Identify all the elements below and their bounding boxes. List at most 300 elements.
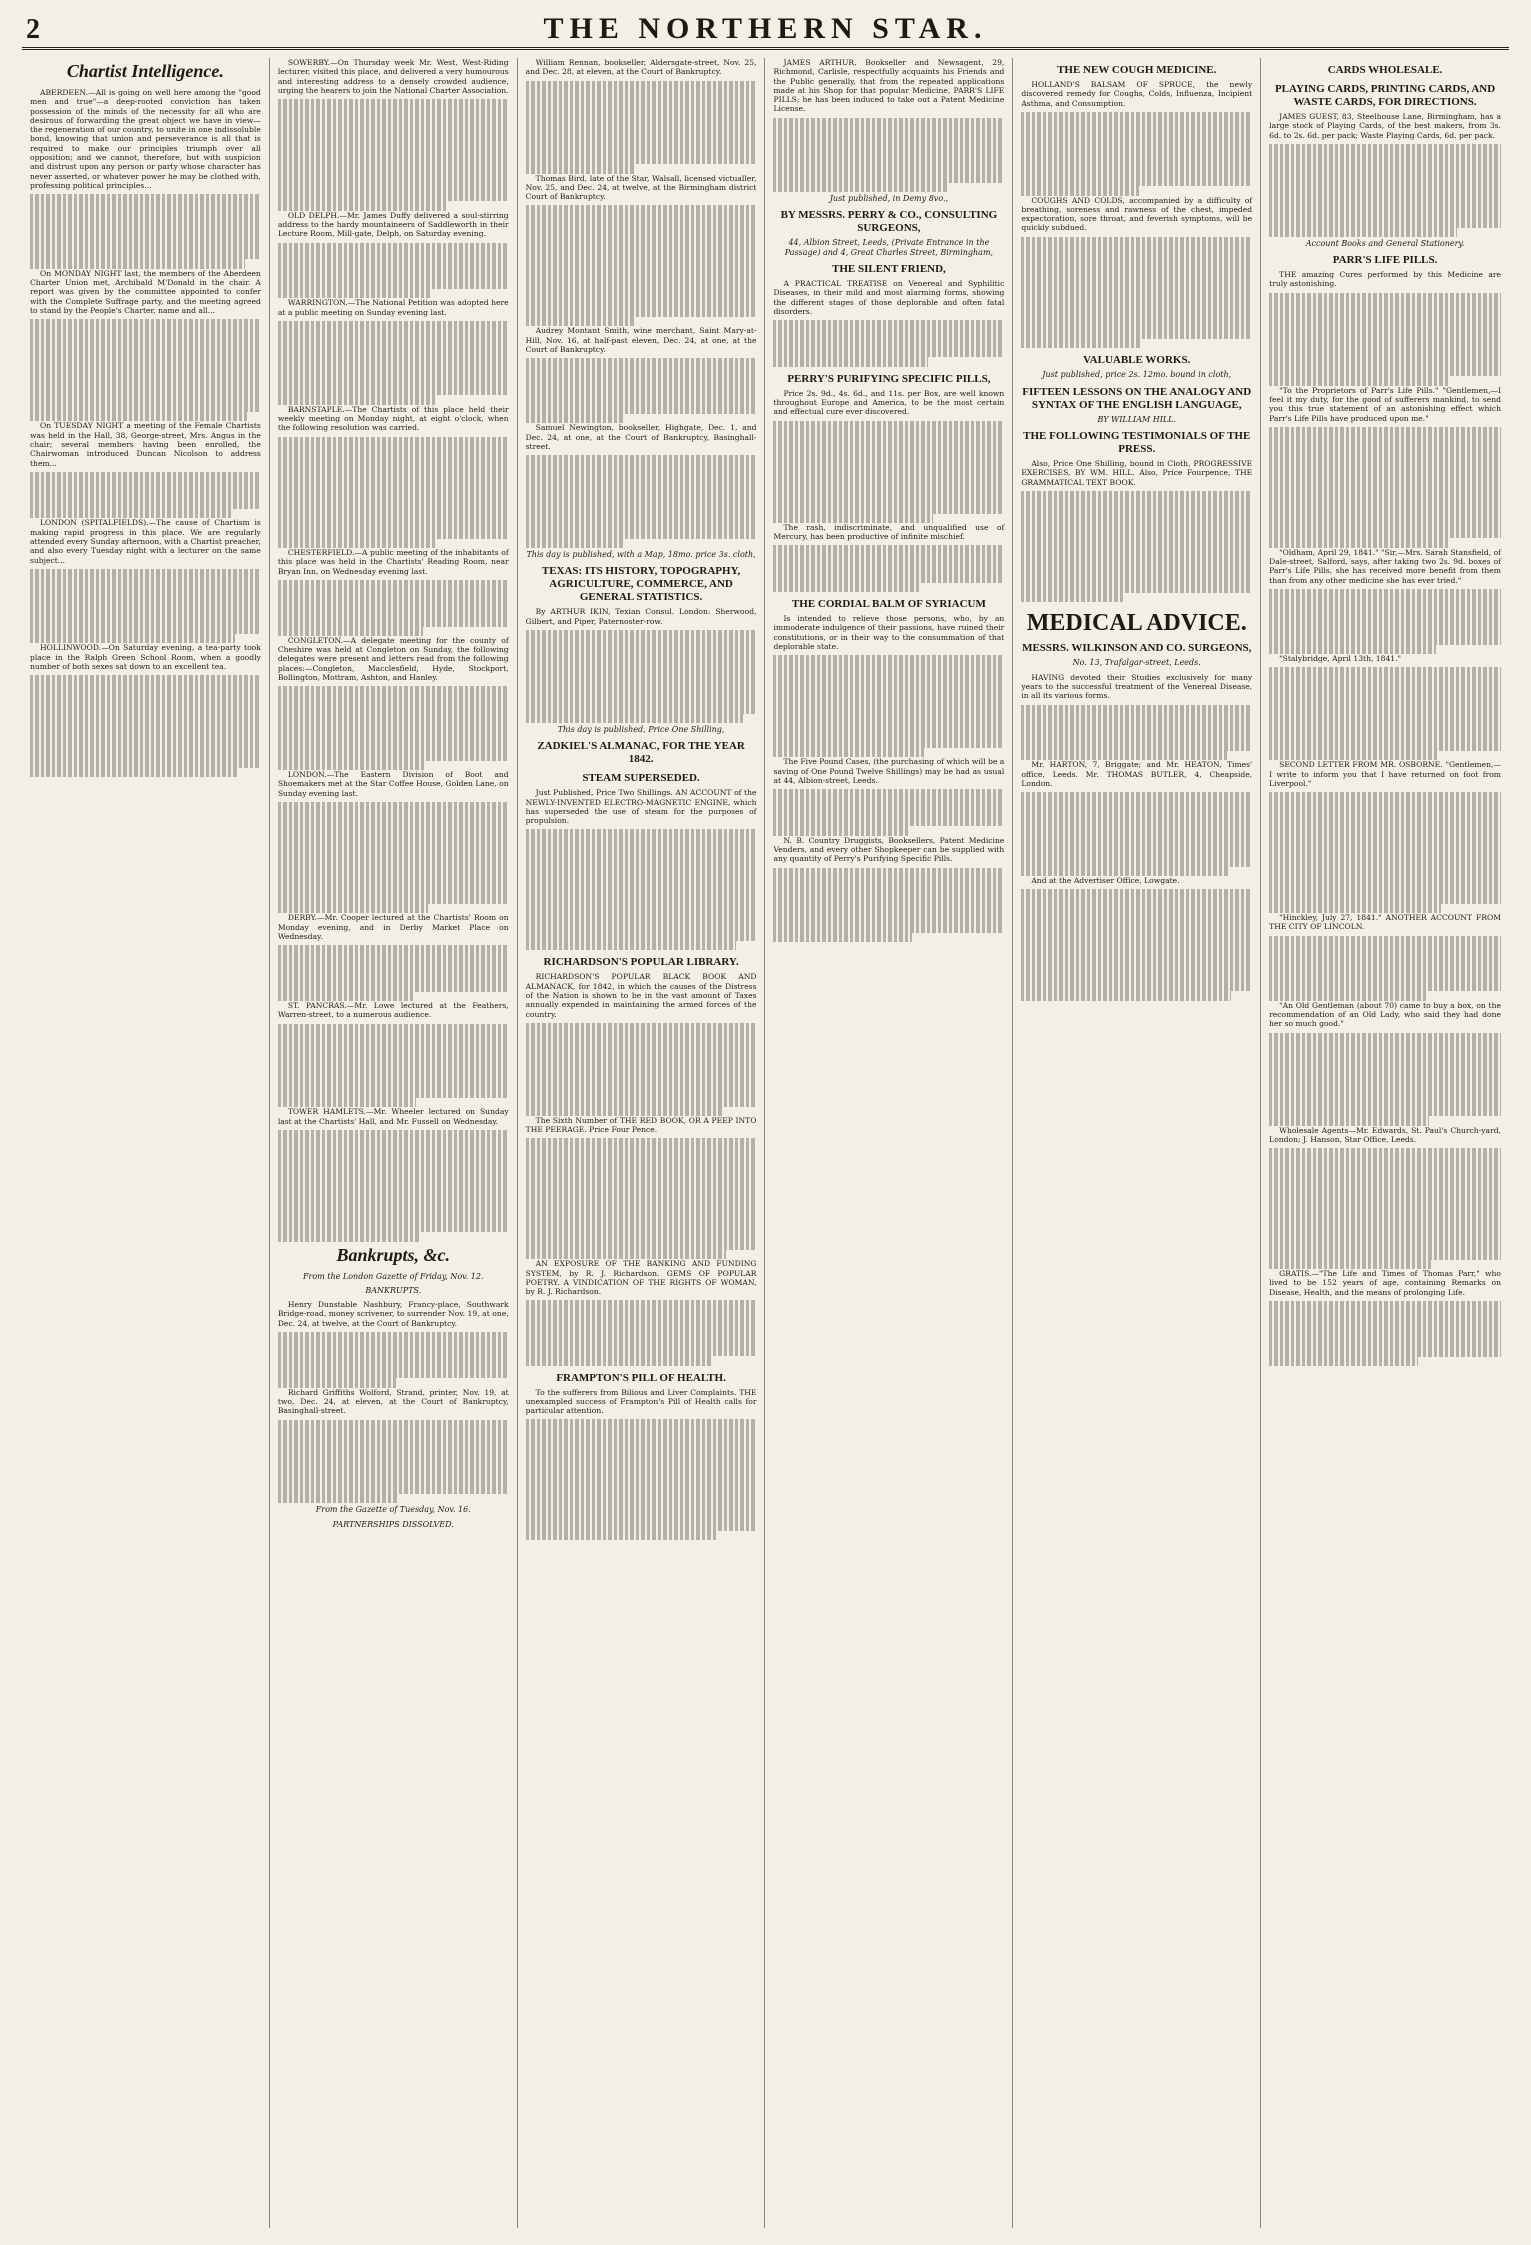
print-line xyxy=(526,1222,757,1231)
print-line xyxy=(1021,339,1141,348)
print-line xyxy=(526,492,757,501)
print-line xyxy=(1269,436,1501,445)
print-line xyxy=(1269,321,1501,330)
centered-line: PARTNERSHIPS DISSOLVED. xyxy=(332,1519,454,1529)
print-line xyxy=(1269,1148,1501,1157)
print-line xyxy=(30,338,261,347)
column-5 xyxy=(1013,58,1261,2228)
print-line xyxy=(1269,801,1501,810)
print-line xyxy=(526,1060,757,1069)
print-line xyxy=(1269,455,1501,464)
print-line xyxy=(278,992,414,1001)
print-line xyxy=(773,421,1004,430)
print-line xyxy=(1021,302,1252,311)
print-line xyxy=(526,686,757,695)
print-line xyxy=(1269,904,1441,913)
newspaper-title: THE NORTHERN STAR. xyxy=(543,11,988,45)
print-line xyxy=(278,1232,419,1241)
print-line xyxy=(30,481,261,490)
print-line xyxy=(773,905,1004,914)
print-line xyxy=(526,1051,757,1060)
print-line xyxy=(773,748,923,757)
print-line xyxy=(1269,677,1501,686)
article-paragraph: N. B. Country Druggists, Booksellers, Patent Medicine Venders, and every other Shopkeeper can be supplied with any quantity of Perry's Purifying Specific Pills. xyxy=(773,835,1005,864)
advert-heading: FIFTEEN LESSONS ON THE ANALOGY AND SYNTAX OF THE ENGLISH LANGUAGE, xyxy=(1022,385,1252,411)
article-paragraph: "Hinckley, July 27, 1841." ANOTHER ACCOUNT FROM THE CITY OF LINCOLN. xyxy=(1269,913,1501,932)
article-paragraph: JAMES ARTHUR, Bookseller and Newsagent, 29, Richmond, Carlisle, respectfully acquaints his Friends and the Public generally, that from the repeated applications made at his Shop for that popular Medicine, PARR'S LIFE PILLS; he has been induced to take out a Patent Medicine License. xyxy=(773,58,1005,114)
article-paragraph: Richard Griffiths Wolford, Strand, printer, Nov. 19, at two, Dec. 24, at eleven, at the Court of Bankruptcy, Basinghall-street. xyxy=(277,1387,509,1416)
print-line xyxy=(773,136,1004,145)
print-line xyxy=(773,808,1004,817)
print-line xyxy=(526,904,757,913)
print-line xyxy=(526,127,757,136)
print-line xyxy=(526,386,757,395)
advert-heading: VALUABLE WORKS. xyxy=(1083,354,1191,367)
print-line xyxy=(1021,121,1252,130)
print-line xyxy=(1021,811,1252,820)
print-line xyxy=(526,1328,757,1337)
print-line xyxy=(773,486,1004,495)
print-line xyxy=(526,1138,757,1147)
print-line xyxy=(1269,695,1501,704)
print-line xyxy=(526,99,757,108)
print-line xyxy=(773,692,1004,701)
print-line xyxy=(1021,320,1252,329)
print-line xyxy=(1269,820,1501,829)
article-paragraph: On MONDAY NIGHT last, the members of the Aberdeen Charter Union met, Archibald M'Donald in the chair. A report was given by the committee appointed to confer with the Complete Suffrage party, and the meeting agreed to stand by the People's Charter, name and all... xyxy=(30,268,261,315)
print-line xyxy=(30,768,238,777)
print-line xyxy=(1021,584,1252,593)
print-line xyxy=(278,1429,509,1438)
article-paragraph: The Five Pound Cases, (the purchasing of which will be a saving of One Pound Twelve Shillings) may be had as usual at 44, Albion-street, Leeds. xyxy=(773,757,1005,785)
article-paragraph: Just Published, Price Two Shillings. AN ACCOUNT of the NEWLY-INVENTED ELECTRO-MAGNETIC ENGINE, which has superseded the use of steam for the purposes of propulsion. xyxy=(525,788,757,826)
print-line xyxy=(278,1079,509,1088)
print-line xyxy=(278,867,509,876)
print-line xyxy=(773,730,1004,739)
print-line xyxy=(773,545,1004,554)
print-line xyxy=(1269,589,1501,598)
print-line xyxy=(1269,228,1457,237)
print-line xyxy=(278,820,509,829)
print-line xyxy=(526,1512,757,1521)
print-line xyxy=(278,321,509,330)
print-line xyxy=(278,192,509,201)
print-line xyxy=(773,877,1004,886)
print-line xyxy=(1269,427,1501,436)
print-line xyxy=(278,580,509,589)
print-line xyxy=(1021,982,1252,991)
advert-heading: THE CORDIAL BALM OF SYRIACUM xyxy=(791,597,986,610)
print-line xyxy=(1269,538,1450,547)
print-line xyxy=(773,683,1004,692)
print-line xyxy=(526,395,757,404)
print-line xyxy=(526,1300,757,1309)
print-line xyxy=(1021,898,1252,907)
print-line xyxy=(526,658,757,667)
print-line xyxy=(773,155,1004,164)
print-line xyxy=(773,711,1004,720)
print-line xyxy=(278,876,509,885)
print-line xyxy=(1021,556,1252,565)
print-line xyxy=(526,289,757,298)
print-line xyxy=(278,1195,509,1204)
print-line xyxy=(30,587,261,596)
print-line xyxy=(526,1194,757,1203)
print-line xyxy=(1021,140,1252,149)
print-line xyxy=(278,1024,509,1033)
column-1 xyxy=(22,58,270,2228)
print-line xyxy=(1021,491,1252,500)
print-line xyxy=(278,802,509,811)
advert-heading: BY MESSRS. PERRY & CO., CONSULTING SURGEONS, xyxy=(780,209,998,235)
print-line xyxy=(1021,519,1252,528)
print-line xyxy=(526,155,757,164)
article-paragraph: COUGHS AND COLDS, accompanied by a difficulty of breathing, soreness and rawness of the chest, impeded expectoration, sore throat, and feverish symptoms, will be quickly subdued. xyxy=(1021,195,1253,233)
article-paragraph: SECOND LETTER FROM MR. OSBORNE. "Gentlemen,—I write to inform you that I have returned on foot from Liverpool." xyxy=(1269,760,1501,788)
print-line xyxy=(278,1369,509,1378)
print-line xyxy=(1021,829,1252,838)
print-line xyxy=(278,858,509,867)
print-line xyxy=(526,81,757,90)
print-line xyxy=(773,330,1004,339)
print-line xyxy=(1269,1167,1501,1176)
print-line xyxy=(278,1214,509,1223)
print-line xyxy=(526,483,757,492)
print-line xyxy=(278,1149,509,1158)
print-line xyxy=(30,250,261,259)
print-line xyxy=(1269,302,1501,311)
print-line xyxy=(1269,667,1501,676)
print-line xyxy=(278,1448,509,1457)
print-line xyxy=(526,205,757,214)
print-line xyxy=(526,639,757,648)
print-line xyxy=(1269,1033,1501,1042)
print-line xyxy=(1021,177,1252,186)
print-line xyxy=(526,1494,757,1503)
print-line xyxy=(1269,1347,1501,1356)
print-line xyxy=(1021,714,1252,723)
print-line xyxy=(773,923,1004,932)
print-line xyxy=(1269,723,1501,732)
print-line xyxy=(1021,936,1252,945)
print-line xyxy=(526,1213,757,1222)
print-line xyxy=(1269,1079,1501,1088)
print-line xyxy=(526,857,757,866)
print-line xyxy=(1021,528,1252,537)
print-line xyxy=(278,1139,509,1148)
print-line xyxy=(278,1061,509,1070)
print-line xyxy=(526,677,757,686)
print-line xyxy=(773,826,909,835)
print-line xyxy=(30,740,261,749)
print-line xyxy=(30,625,261,634)
print-line xyxy=(1021,889,1252,898)
advert-heading: THE SILENT FRIEND, xyxy=(832,263,946,276)
print-line xyxy=(1269,376,1448,385)
column-6 xyxy=(1261,58,1509,2228)
article-paragraph: TOWER HAMLETS.—Mr. Wheeler lectured on Sunday last at the Chartists' Hall, and Mr. Fussell on Wednesday. xyxy=(277,1107,509,1126)
print-line xyxy=(30,412,247,421)
print-line xyxy=(1269,792,1501,801)
print-line xyxy=(526,932,757,941)
article-paragraph: THE amazing Cures performed by this Medicine are truly astonishing. xyxy=(1269,270,1501,289)
print-line xyxy=(1269,885,1501,894)
article-paragraph: HAVING devoted their Studies exclusively for many years to the successful treatment of the Venereal Disease, in all its various forms. xyxy=(1021,672,1253,701)
centered-line: BY WILLIAM HILL. xyxy=(1097,414,1177,424)
print-line xyxy=(773,458,1004,467)
print-line xyxy=(278,1332,509,1341)
print-line xyxy=(278,502,509,511)
print-line xyxy=(526,455,757,464)
print-line xyxy=(278,340,509,349)
print-line xyxy=(773,664,1004,673)
print-line xyxy=(278,455,509,464)
print-line xyxy=(1269,367,1501,376)
masthead xyxy=(22,10,1509,50)
column-grid xyxy=(22,58,1509,2228)
print-line xyxy=(30,356,261,365)
print-line xyxy=(278,174,509,183)
print-line xyxy=(1021,723,1252,732)
print-line xyxy=(278,1176,509,1185)
print-line xyxy=(773,127,1004,136)
print-line xyxy=(1269,936,1501,945)
subheading: No. 13, Trafalgar-street, Leeds. xyxy=(1072,658,1201,668)
print-line xyxy=(1269,1223,1501,1232)
print-line xyxy=(278,945,509,954)
print-line xyxy=(1021,149,1252,158)
print-line xyxy=(1021,802,1252,811)
print-line xyxy=(526,252,757,261)
print-line xyxy=(278,386,509,395)
print-line xyxy=(1269,1157,1501,1166)
print-line xyxy=(278,437,509,446)
print-line xyxy=(526,913,757,922)
print-line xyxy=(30,759,261,768)
print-line xyxy=(1269,501,1501,510)
print-line xyxy=(30,722,261,731)
print-line xyxy=(278,1167,509,1176)
print-line xyxy=(1269,626,1501,635)
print-line xyxy=(526,885,757,894)
print-line xyxy=(1021,537,1252,546)
print-line xyxy=(278,261,509,270)
print-line xyxy=(1269,645,1436,654)
article-paragraph: GRATIS.—"The Life and Times of Thomas Parr," who lived to be 152 years of age, containing Remarks on Disease, Health, and the means of prolonging Life. xyxy=(1269,1269,1501,1297)
print-line xyxy=(1269,598,1501,607)
print-line xyxy=(1021,917,1252,926)
print-line xyxy=(1269,829,1501,838)
newspaper-page xyxy=(22,10,1509,2235)
centered-line: Account Books and General Stationery. xyxy=(1305,238,1465,248)
print-line xyxy=(1269,330,1501,339)
print-line xyxy=(30,597,261,606)
print-line xyxy=(30,509,233,518)
print-line xyxy=(1269,1042,1501,1051)
print-line xyxy=(278,395,435,404)
print-line xyxy=(278,1052,509,1061)
article-paragraph: RICHARDSON'S POPULAR BLACK BOOK AND ALMANACK, for 1842, in which the causes of the Distress of the Nation is shown to be in the vast amount of Taxes annually expended in maintaining the armed forces of the country. xyxy=(525,972,757,1019)
print-line xyxy=(278,1341,509,1350)
print-line xyxy=(1269,1116,1429,1125)
print-line xyxy=(278,243,509,252)
print-line xyxy=(1269,172,1501,181)
print-line xyxy=(526,1438,757,1447)
print-line xyxy=(526,317,637,326)
article-paragraph: Henry Dunstable Nashbury, Francy-place, Southwark Bridge-road, money scrivener, to surrender Nov. 19, at one, Dec. 24, at twelve, at the Court of Bankruptcy. xyxy=(277,1300,509,1328)
print-line xyxy=(30,694,261,703)
centered-line: From the Gazette of Tuesday, Nov. 16. xyxy=(315,1505,471,1515)
print-line xyxy=(278,201,447,210)
print-line xyxy=(1021,908,1252,917)
print-line xyxy=(773,789,1004,798)
print-line xyxy=(278,1098,416,1107)
print-line xyxy=(1269,1310,1501,1319)
print-line xyxy=(526,539,625,548)
print-line xyxy=(278,446,509,455)
print-line xyxy=(30,634,235,643)
print-line xyxy=(1269,1051,1501,1060)
print-line xyxy=(1021,265,1252,274)
print-line xyxy=(526,1148,757,1157)
print-line xyxy=(30,675,261,684)
print-line xyxy=(1269,945,1501,954)
print-line xyxy=(773,476,1004,485)
article-paragraph: Is intended to relieve those persons, who, by an immoderate indulgence of their passions, have ruined their constitutions, or in their way to the consummation of that deplorable state. xyxy=(773,613,1005,651)
print-line xyxy=(526,1319,757,1328)
print-line xyxy=(1269,529,1501,538)
print-line xyxy=(773,933,912,942)
advert-heading: FRAMPTON'S PILL OF HEALTH. xyxy=(556,1371,726,1384)
print-line xyxy=(278,1494,398,1503)
print-line xyxy=(1269,811,1501,820)
print-line xyxy=(773,514,932,523)
article-paragraph: JAMES GUEST, 83, Steelhouse Lane, Birmingham, has a large stock of Playing Cards, of the best makers, from 3s. 6d. to 2s. 6d. per pack; Waste Playing Cards, 6d. per pack. xyxy=(1269,112,1501,140)
print-line xyxy=(526,1338,757,1347)
print-line xyxy=(773,320,1004,329)
article-paragraph: Price 2s. 9d., 4s. 6d., and 11s. per Box, are well known throughout Europe and America, to be the most certain and effectual cure ever discovered. xyxy=(773,388,1005,417)
print-line xyxy=(278,330,509,339)
print-line xyxy=(773,467,1004,476)
print-line xyxy=(1021,574,1252,583)
print-line xyxy=(278,983,509,992)
article-paragraph: CONGLETON.—A delegate meeting for the county of Cheshire was held at Congleton on Sunday, the following delegates were present and letters read from the following places:—Congleton, Macclesfield, Hyde, Stockport, Bollington, Mottram, Ashton, and Hanley. xyxy=(277,635,509,682)
advert-title: MEDICAL ADVICE. xyxy=(1026,610,1247,637)
print-line xyxy=(1021,926,1252,935)
print-line xyxy=(526,1522,757,1531)
centered-line: BANKRUPTS. xyxy=(365,1285,422,1295)
print-line xyxy=(773,896,1004,905)
print-line xyxy=(1269,857,1501,866)
print-line xyxy=(278,464,509,473)
advert-heading: THE FOLLOWING TESTIMONIALS OF THE PRESS. xyxy=(1023,429,1251,455)
print-line xyxy=(773,504,1004,513)
print-line xyxy=(30,328,261,337)
print-line xyxy=(526,695,757,704)
print-line xyxy=(526,1447,757,1456)
print-line xyxy=(1269,483,1501,492)
print-line xyxy=(30,394,261,403)
print-line xyxy=(526,895,757,904)
print-line xyxy=(526,848,757,857)
print-line xyxy=(278,539,437,548)
print-line xyxy=(1021,112,1252,121)
print-line xyxy=(526,233,757,242)
print-line xyxy=(1269,608,1501,617)
print-line xyxy=(1269,1338,1501,1347)
print-line xyxy=(773,655,1004,664)
print-line xyxy=(278,127,509,136)
print-line xyxy=(526,1069,757,1078)
print-line xyxy=(278,1378,396,1387)
print-line xyxy=(278,1351,509,1360)
print-line xyxy=(278,751,509,760)
section-heading: Chartist Intelligence. xyxy=(66,61,224,81)
print-line xyxy=(278,811,509,820)
print-line xyxy=(1269,1329,1501,1338)
print-line xyxy=(1269,982,1501,991)
print-line xyxy=(30,366,261,375)
print-line xyxy=(1269,635,1501,644)
print-line xyxy=(526,1347,757,1356)
print-line xyxy=(1269,218,1501,227)
article-paragraph: Audrey Montant Smith, wine merchant, Saint Mary-at-Hill, Nov. 16, at half-past eleven, Dec. 24, at one, at the Court of Bankruptcy. xyxy=(525,326,757,354)
print-line xyxy=(526,108,757,117)
print-line xyxy=(278,1070,509,1079)
print-line xyxy=(278,1033,509,1042)
print-line xyxy=(30,615,261,624)
print-line xyxy=(278,530,509,539)
print-line xyxy=(1021,274,1252,283)
print-line xyxy=(1269,1088,1501,1097)
print-line xyxy=(30,319,261,328)
print-line xyxy=(773,439,1004,448)
print-line xyxy=(30,606,261,615)
print-line xyxy=(1021,792,1252,801)
print-line xyxy=(30,703,261,712)
print-line xyxy=(30,731,261,740)
print-line xyxy=(1269,1061,1501,1070)
print-line xyxy=(526,1419,757,1428)
print-line xyxy=(1021,500,1252,509)
print-line xyxy=(1269,144,1501,153)
print-line xyxy=(526,1250,727,1259)
print-line xyxy=(30,569,261,578)
print-line xyxy=(278,848,509,857)
print-line xyxy=(1021,565,1252,574)
print-line xyxy=(278,492,509,501)
print-line xyxy=(278,136,509,145)
article-paragraph: Wholesale Agents—Mr. Edwards, St. Paul's Church-yard, London; J. Hanson, Star Office, Leeds. xyxy=(1269,1125,1501,1144)
print-line xyxy=(1269,1213,1501,1222)
print-line xyxy=(1021,593,1123,602)
print-line xyxy=(278,1360,509,1369)
article-paragraph: DERBY.—Mr. Cooper lectured at the Chartists' Room on Monday evening, and in Derby Market Place on Wednesday. xyxy=(277,913,509,942)
print-line xyxy=(278,1457,509,1466)
print-line xyxy=(526,1185,757,1194)
print-line xyxy=(526,1484,757,1493)
print-line xyxy=(278,511,509,520)
print-line xyxy=(1269,492,1501,501)
print-line xyxy=(278,377,509,386)
print-line xyxy=(1021,751,1226,760)
article-paragraph: "Oldham, April 29, 1841." "Sir,—Mrs. Sarah Stansfield, of Dale-street, Salford, says, after taking two 2s. 9d. boxes of Parr's Life Pills, she has received more benefit from them than from any other medicine she has ever tried." xyxy=(1269,547,1501,585)
print-line xyxy=(1021,168,1252,177)
print-line xyxy=(526,1531,718,1540)
print-line xyxy=(278,696,509,705)
article-paragraph: The Sixth Number of THE RED BOOK, OR A PEEP INTO THE PEERAGE. Price Four Pence. xyxy=(525,1115,757,1135)
print-line xyxy=(526,243,757,252)
